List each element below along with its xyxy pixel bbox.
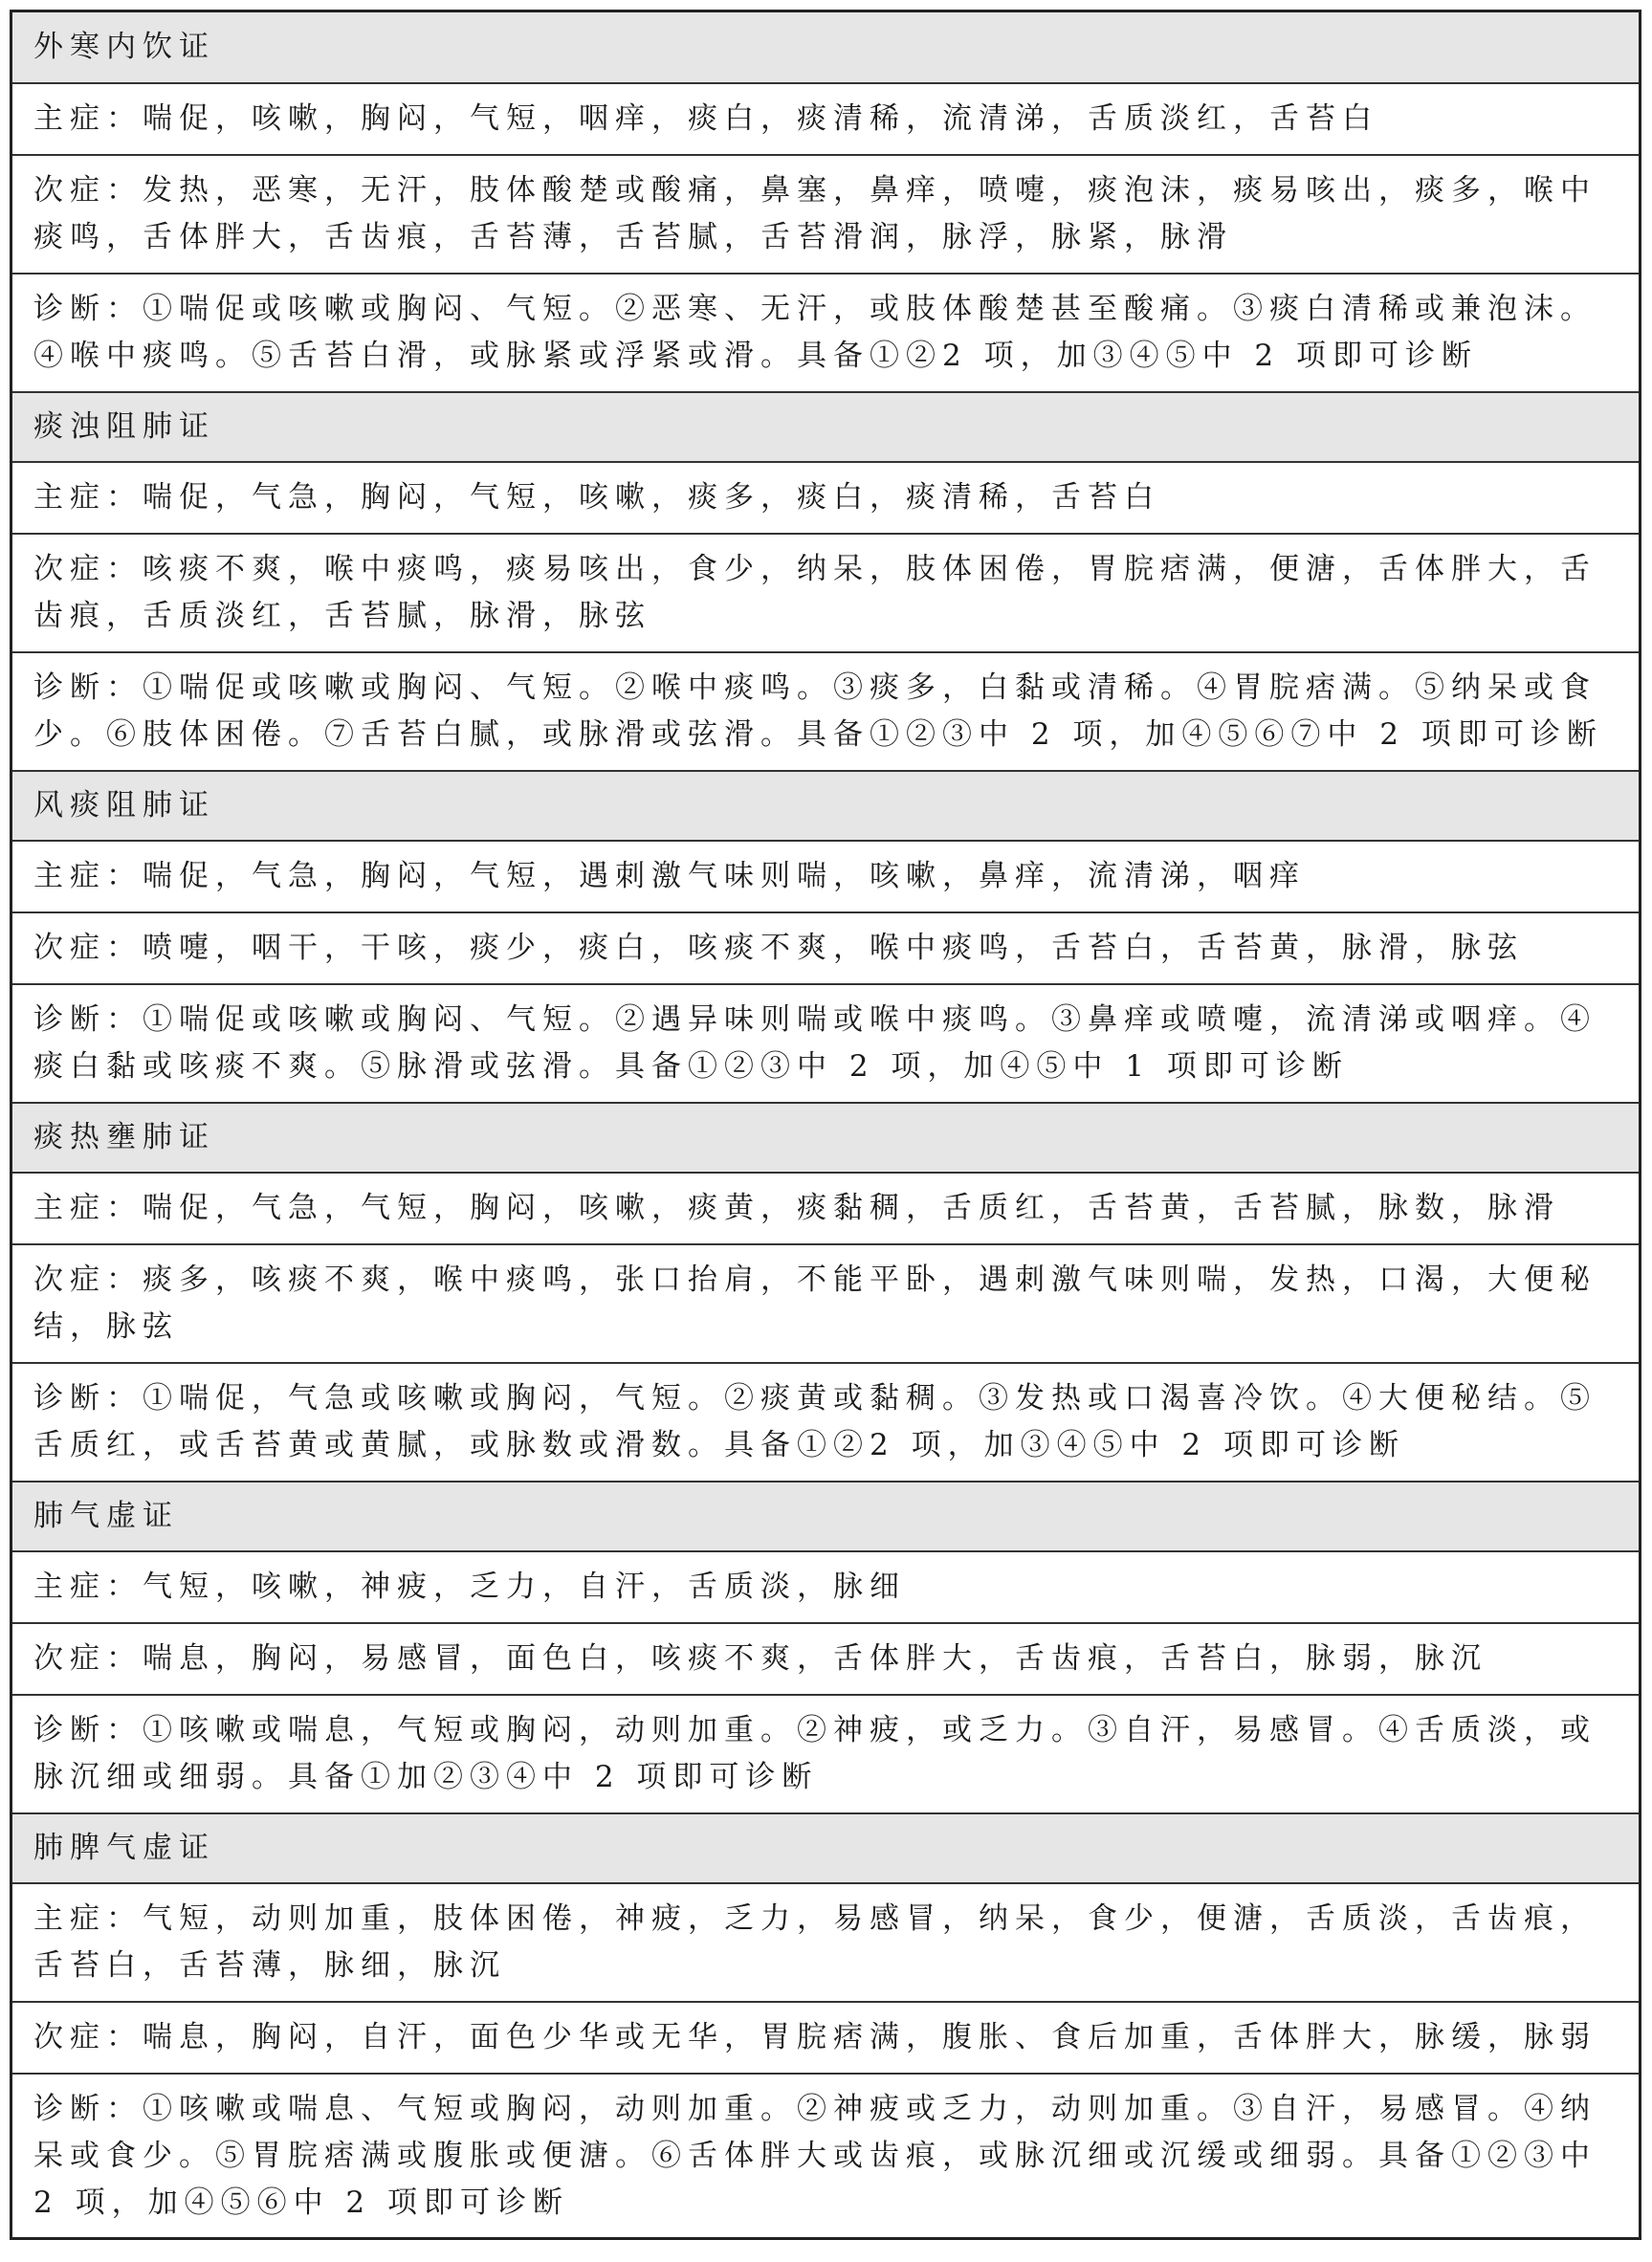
section-title: 风痰阻肺证	[12, 770, 1639, 840]
secondary-symptoms-row: 次症：喷嚏，咽干，干咳，痰少，痰白，咳痰不爽，喉中痰鸣，舌苔白，舌苔黄，脉滑，脉弦	[12, 911, 1639, 983]
main-symptoms-row: 主症：气短，咳嗽，神疲，乏力，自汗，舌质淡，脉细	[12, 1550, 1639, 1622]
main-symptoms-row: 主症：喘促，气急，气短，胸闷，咳嗽，痰黄，痰黏稠，舌质红，舌苔黄，舌苔腻，脉数，脉滑	[12, 1172, 1639, 1243]
section-title: 肺脾气虚证	[12, 1812, 1639, 1882]
syndrome-criteria-table	[10, 10, 1641, 2240]
main-symptoms-row: 主症：气短，动则加重，肢体困倦，神疲，乏力，易感冒，纳呆，食少，便溏，舌质淡，舌齿痕，舌苔白，舌苔薄，脉细，脉沉	[12, 1882, 1639, 2001]
diagnosis-row: 诊断：①喘促或咳嗽或胸闷、气短。②遇异味则喘或喉中痰鸣。③鼻痒或喷嚏，流清涕或咽痒。④痰白黏或咳痰不爽。⑤脉滑或弦滑。具备①②③中 2 项，加④⑤中 1 项即可诊断	[12, 983, 1639, 1102]
diagnosis-row: 诊断：①喘促或咳嗽或胸闷、气短。②恶寒、无汗，或肢体酸楚甚至酸痛。③痰白清稀或兼泡沫。④喉中痰鸣。⑤舌苔白滑，或脉紧或浮紧或滑。具备①②2 项，加③④⑤中 2 项即可诊断	[12, 273, 1639, 391]
section-title: 痰热壅肺证	[12, 1102, 1639, 1172]
main-symptoms-row: 主症：喘促，咳嗽，胸闷，气短，咽痒，痰白，痰清稀，流清涕，舌质淡红，舌苔白	[12, 82, 1639, 154]
section-title: 痰浊阻肺证	[12, 391, 1639, 461]
main-symptoms-row: 主症：喘促，气急，胸闷，气短，遇刺激气味则喘，咳嗽，鼻痒，流清涕，咽痒	[12, 840, 1639, 911]
secondary-symptoms-row: 次症：喘息，胸闷，自汗，面色少华或无华，胃脘痞满，腹胀、食后加重，舌体胖大，脉缓，脉弱	[12, 2001, 1639, 2073]
secondary-symptoms-row: 次症：咳痰不爽，喉中痰鸣，痰易咳出，食少，纳呆，肢体困倦，胃脘痞满，便溏，舌体胖大，舌齿痕，舌质淡红，舌苔腻，脉滑，脉弦	[12, 533, 1639, 651]
section-title: 肺气虚证	[12, 1481, 1639, 1550]
secondary-symptoms-row: 次症：喘息，胸闷，易感冒，面色白，咳痰不爽，舌体胖大，舌齿痕，舌苔白，脉弱，脉沉	[12, 1622, 1639, 1694]
section-title: 外寒内饮证	[12, 12, 1639, 82]
diagnosis-row: 诊断：①咳嗽或喘息、气短或胸闷，动则加重。②神疲或乏力，动则加重。③自汗，易感冒。④纳呆或食少。⑤胃脘痞满或腹胀或便溏。⑥舌体胖大或齿痕，或脉沉细或沉缓或细弱。具备①②③中 2 项，加④⑤⑥中 2 项即可诊断	[12, 2073, 1639, 2237]
main-symptoms-row: 主症：喘促，气急，胸闷，气短，咳嗽，痰多，痰白，痰清稀，舌苔白	[12, 461, 1639, 533]
diagnosis-row: 诊断：①咳嗽或喘息，气短或胸闷，动则加重。②神疲，或乏力。③自汗，易感冒。④舌质淡，或脉沉细或细弱。具备①加②③④中 2 项即可诊断	[12, 1694, 1639, 1812]
diagnosis-row: 诊断：①喘促，气急或咳嗽或胸闷，气短。②痰黄或黏稠。③发热或口渴喜冷饮。④大便秘结。⑤舌质红，或舌苔黄或黄腻，或脉数或滑数。具备①②2 项，加③④⑤中 2 项即可诊断	[12, 1362, 1639, 1481]
diagnosis-row: 诊断：①喘促或咳嗽或胸闷、气短。②喉中痰鸣。③痰多，白黏或清稀。④胃脘痞满。⑤纳呆或食少。⑥肢体困倦。⑦舌苔白腻，或脉滑或弦滑。具备①②③中 2 项，加④⑤⑥⑦中 2 项即可诊断	[12, 651, 1639, 770]
secondary-symptoms-row: 次症：痰多，咳痰不爽，喉中痰鸣，张口抬肩，不能平卧，遇刺激气味则喘，发热，口渴，大便秘结，脉弦	[12, 1243, 1639, 1362]
secondary-symptoms-row: 次症：发热，恶寒，无汗，肢体酸楚或酸痛，鼻塞，鼻痒，喷嚏，痰泡沫，痰易咳出，痰多，喉中痰鸣，舌体胖大，舌齿痕，舌苔薄，舌苔腻，舌苔滑润，脉浮，脉紧，脉滑	[12, 154, 1639, 273]
